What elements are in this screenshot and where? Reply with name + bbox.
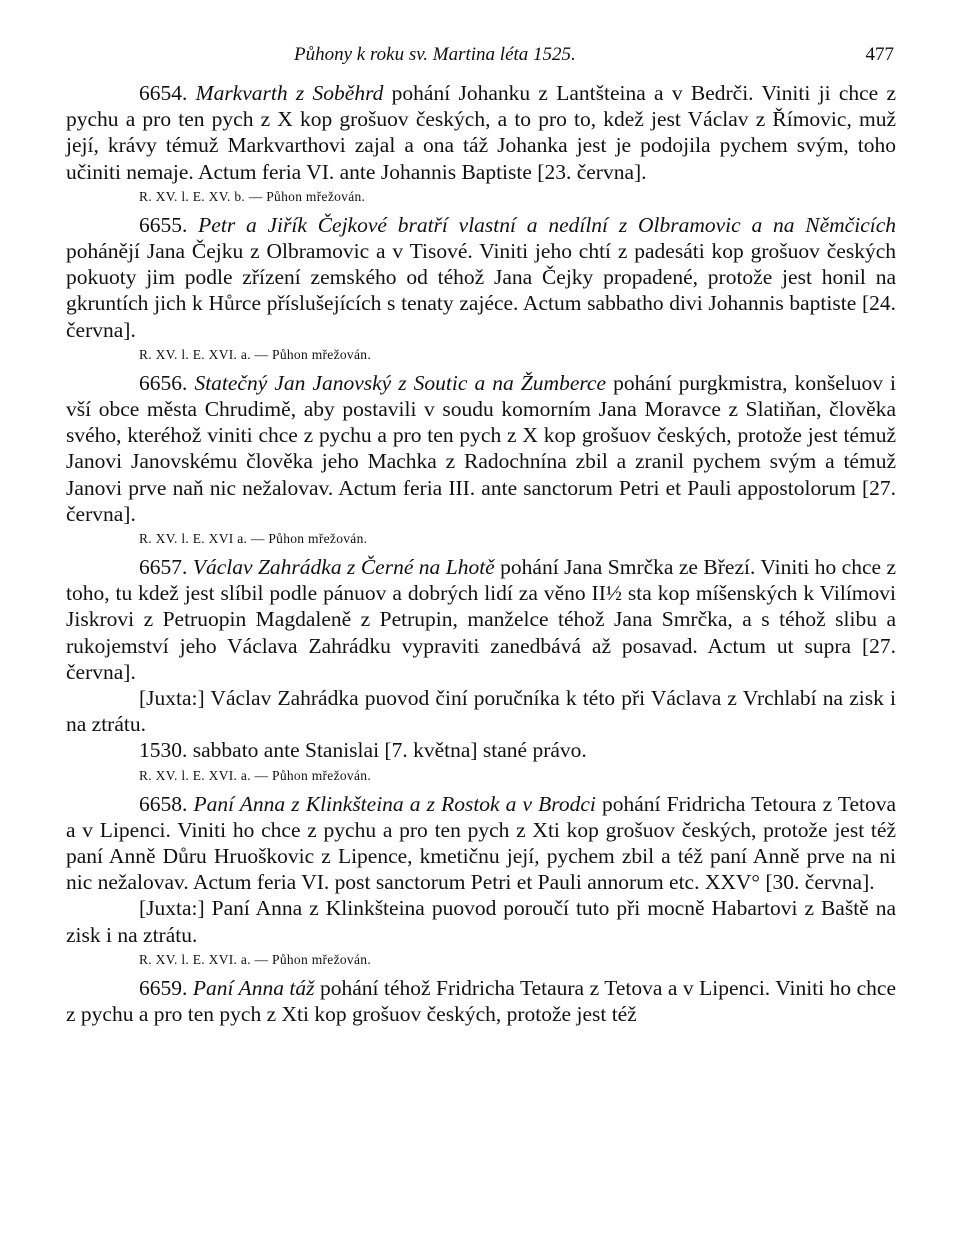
- entry-party: Paní Anna táž: [192, 975, 315, 1000]
- running-header: [66, 40, 896, 80]
- entry-party: Markvarth z Soběhrd: [195, 81, 384, 105]
- entry-number: 6659.: [139, 975, 188, 1000]
- entry-6654: [66, 80, 896, 207]
- entry-6655: [66, 212, 896, 365]
- source-note: R. XV. l. E. XVI. a. — Půhon mřežován.: [139, 767, 372, 783]
- entry-6658: [66, 791, 896, 970]
- entry-number: 6656.: [139, 370, 188, 395]
- entry-number: 6655.: [139, 212, 188, 237]
- entry-text: pohání téhož Fridricha Tetaura z Tetova a v Lipenci. Viniti ho chce z pychu a pro ten pych z Xti kop grošuov českých, protože jest též: [66, 975, 896, 1027]
- entry-number: 6657.: [139, 555, 188, 580]
- page: [66, 40, 896, 1027]
- entry-6657: [66, 554, 896, 786]
- entry-text: pohání Johanku z Lantšteina a v Bedrči. Viniti ji chce z pychu a pro ten pych z X kop grošuov českých, a to pro to, kdež jest Václav z Římovic, muž její, krávy témuž Markvarthovi zajal a ona táž Johanka jest je podojila pychem svým, toho učiniti nemaje. Actum feria VI. ante Johannis Baptiste [23. června].: [66, 81, 897, 184]
- entry-text: pohání Jana Smrčka ze Březí. Viniti ho chce z toho, tu kdež jest slíbil podle pánuov a dobrých lidí za věno II½ sta kop míšenských k Vilímovi Jiskrovi z Petruopin Magdaleně z Petrupin, manželce téhož Jana Smrčka, a s téhož slibu a rukojemství jeho Václava Zahrádku vypraviti zanedbává až posavad. Actum ut supra [27. června].: [66, 555, 897, 684]
- entry-6656: [66, 370, 896, 549]
- hearing-note: 1530. sabbato ante Stanislai [7. května] stané právo.: [139, 738, 587, 763]
- source-note: R. XV. l. E. XV. b. — Půhon mřežován.: [139, 188, 366, 204]
- juxta-note: [Juxta:] Václav Zahrádka puovod činí poručníka k této při Václava z Vrchlabí na zisk i na ztrátu.: [66, 686, 896, 737]
- running-title: Půhony k roku sv. Martina léta 1525.: [294, 44, 576, 65]
- entry-number: 6658.: [139, 791, 188, 816]
- entry-party: Statečný Jan Janovský z Soutic a na Žumberce: [194, 370, 607, 395]
- juxta-note: [Juxta:] Paní Anna z Klinkšteina puovod poroučí tuto při mocně Habartovi z Baště na zisk i na ztrátu.: [66, 896, 896, 947]
- entry-text: pohání Fridricha Tetoura z Tetova a v Lipenci. Viniti ho chce z pychu a pro ten pych z Xti kop grošuov českých, protože jest též paní Anně Důru Hruoškovic z Lipence, kmetičnu její, pychem zbil a též paní Anně prve na ni nic nežalovav. Actum feria VI. post sanctorum Petri et Pauli annorum etc. XXV° [30. června].: [66, 791, 897, 895]
- entry-text: pohánějí Jana Čejku z Olbramovic a v Tisové. Viniti jeho chtí z padesáti kop grošuov českých pokuoty jim podle zřízení zemského od téhož Jana Čejky propadené, protože jest honil na gkruntích jich k Hůrce příslušejících s tenaty zajéce. Actum sabbatho divi Johannis baptiste [24. června].: [66, 239, 896, 342]
- entry-6659: [66, 975, 896, 1027]
- page-number: 477: [865, 44, 894, 65]
- source-note: R. XV. l. E. XVI a. — Půhon mřežován.: [139, 531, 368, 547]
- entry-party: Paní Anna z Klinkšteina a z Rostok a v Brodci: [193, 791, 596, 816]
- entry-party: Václav Zahrádka z Černé na Lhotě: [192, 555, 495, 580]
- entry-party: Petr a Jiřík Čejkové bratří vlastní a nedílní z Olbramovic a na Němčicích: [198, 212, 897, 237]
- source-note: R. XV. l. E. XVI. a. — Půhon mřežován.: [139, 951, 372, 967]
- source-note: R. XV. l. E. XVI. a. — Půhon mřežován.: [139, 346, 372, 362]
- entry-number: 6654.: [139, 81, 188, 105]
- entry-text: pohání purgkmistra, konšeluov i vší obce města Chrudimě, aby postavili v soudu komorním Jana Moravce z Slatiňan, člověka svého, kteréhož viniti chce z pychu a pro ten pych z X kop grošuov českých, protože jest témuž Janovi Janovskému člověka jeho Machka z Radochnína zbil a zranil pychem svým a témuž Janovi prve naň nic nežalovav. Actum feria III. ante sanctorum Petri et Pauli appostolorum [27. června].: [66, 370, 897, 526]
